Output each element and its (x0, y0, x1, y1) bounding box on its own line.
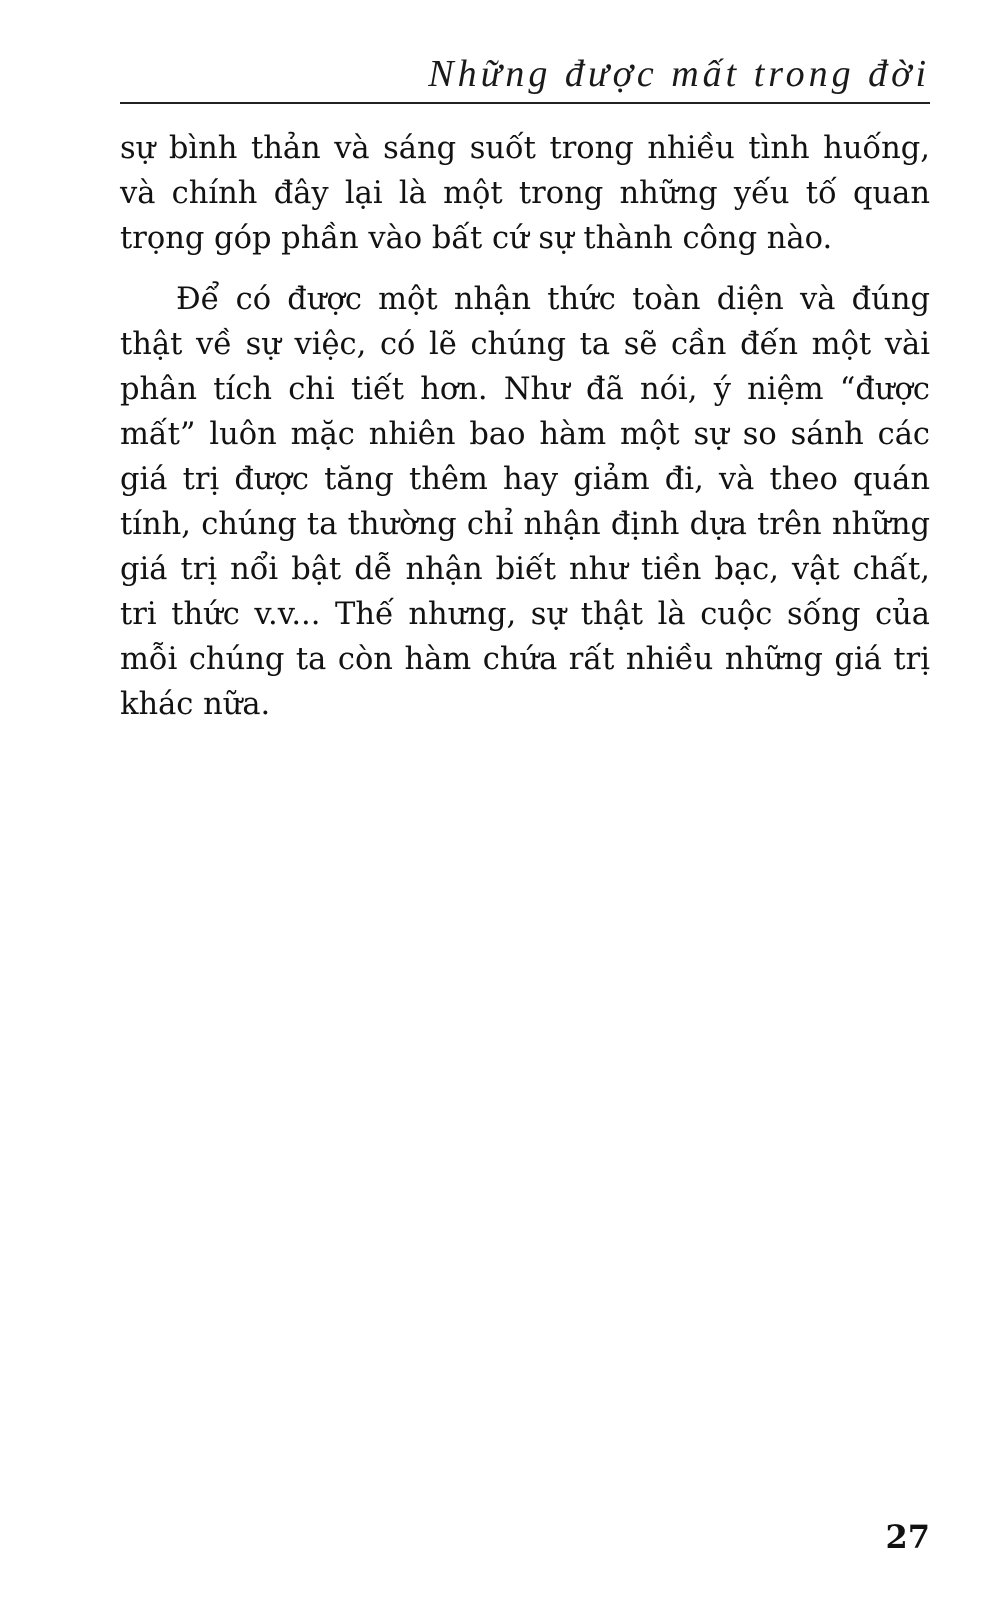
paragraph: Để có được một nhận thức toàn diện và đúng thật về sự việc, có lẽ chúng ta sẽ cần đến một vài phân tích chi tiết hơn. Như đã nói, ý niệm “được mất” luôn mặc nhiên bao hàm một sự so sánh các giá trị được tăng thêm hay giảm đi, và theo quán tính, chúng ta thường chỉ nhận định dựa trên những giá trị nổi bật dễ nhận biết như tiền bạc, vật chất, tri thức v.v... Thế nhưng, sự thật là cuộc sống của mỗi chúng ta còn hàm chứa rất nhiều những giá trị khác nữa. (120, 282, 930, 722)
running-header (120, 48, 930, 104)
page-number: 27 (885, 1518, 930, 1556)
running-header-title: Những được mất trong đời (428, 53, 930, 95)
paragraph-continued: sự bình thản và sáng suốt trong nhiều tình huống, và chính đây lại là một trong những yếu tố quan trọng góp phần vào bất cứ sự thành công nào. (120, 131, 930, 256)
body-text (120, 126, 930, 727)
